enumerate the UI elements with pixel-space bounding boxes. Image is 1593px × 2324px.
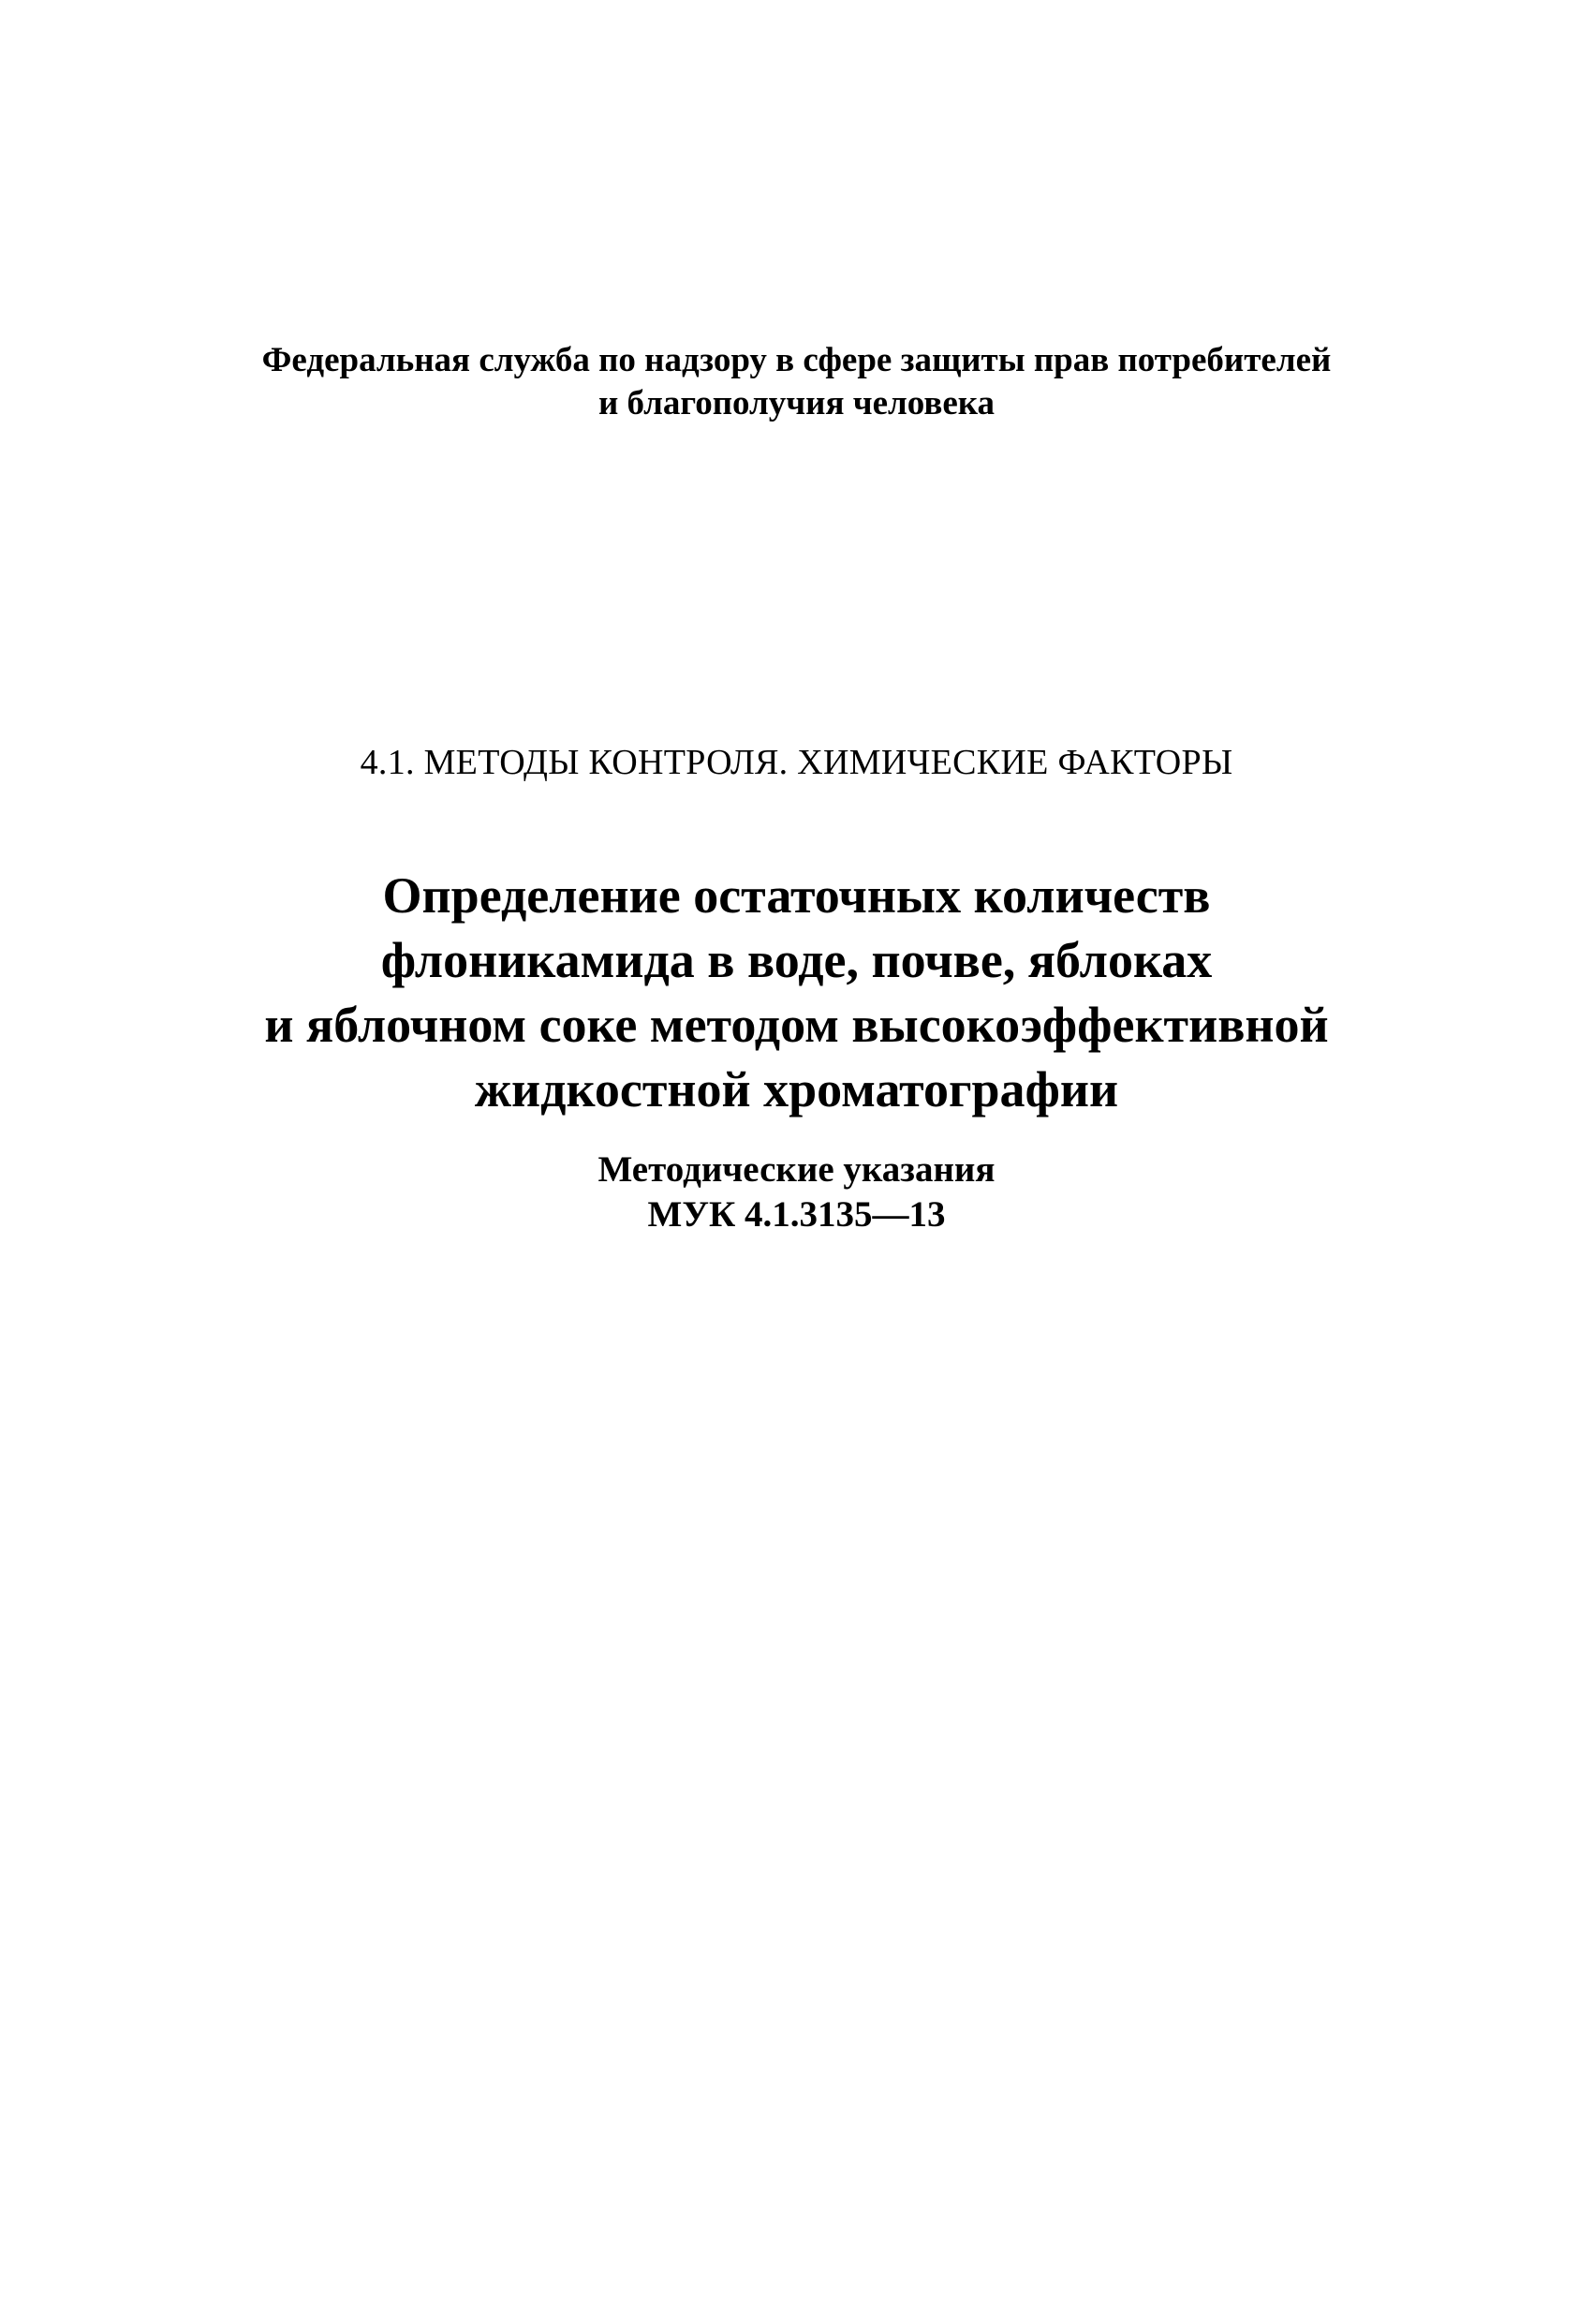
- agency-name-line-1: Федеральная служба по надзору в сфере защиты прав потребителей: [261, 341, 1332, 379]
- document-title: [0, 864, 1593, 1122]
- document-title-line-2: флоникамида в воде, почве, яблоках: [380, 932, 1213, 988]
- agency-name: [0, 339, 1593, 425]
- document-code: МУК 4.1.3135—13: [647, 1194, 946, 1235]
- document-type-label: Методические указания: [597, 1149, 996, 1190]
- document-title-line-3: и яблочном соке методом высокоэффективной: [264, 997, 1329, 1053]
- document-title-line-1: Определение остаточных количеств: [382, 867, 1211, 924]
- agency-name-line-2: и благополучия человека: [597, 384, 996, 422]
- section-heading: 4.1. МЕТОДЫ КОНТРОЛЯ. ХИМИЧЕСКИЕ ФАКТОРЫ: [360, 743, 1233, 782]
- document-type: [0, 1147, 1593, 1237]
- document-title-line-4: жидкостной хроматографии: [474, 1061, 1119, 1118]
